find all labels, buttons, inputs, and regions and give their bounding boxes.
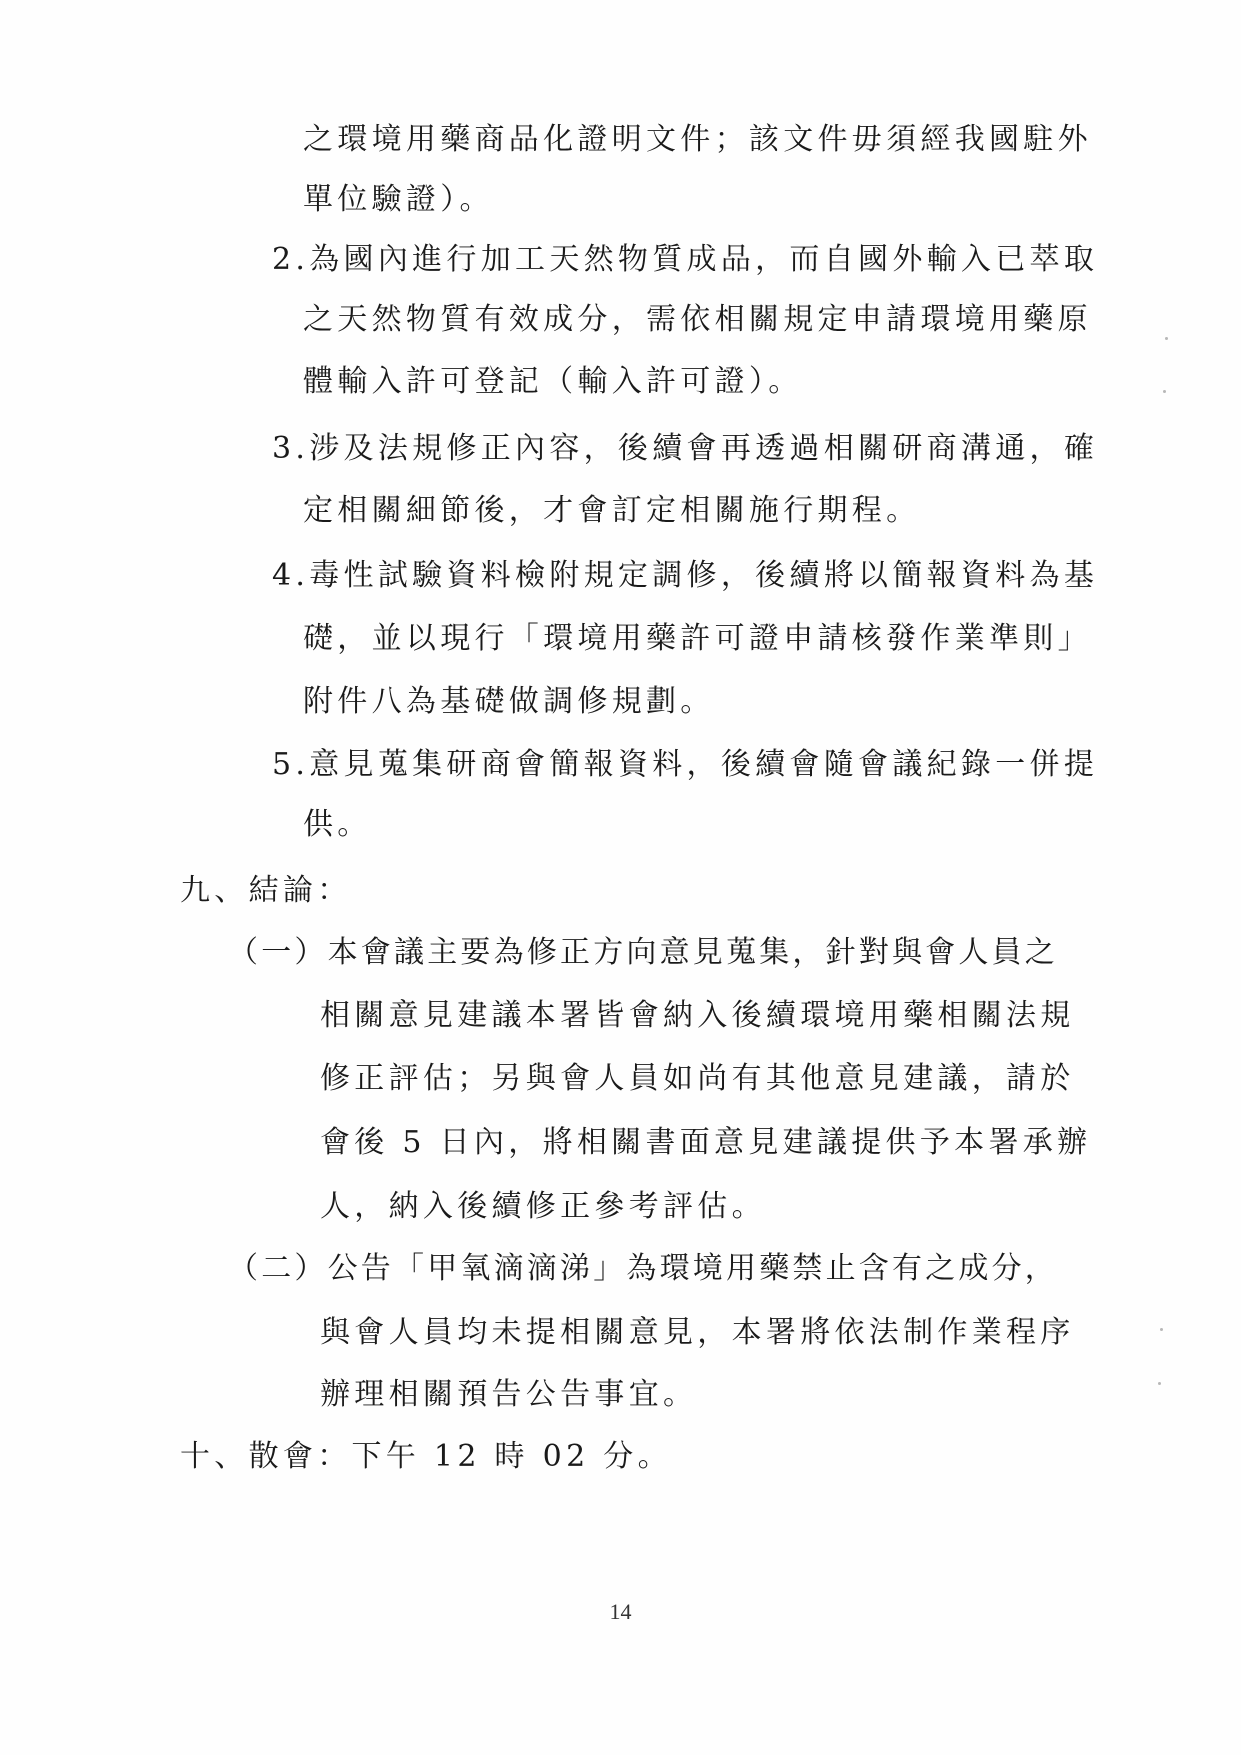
text-line: 單位驗證）。: [303, 182, 494, 217]
list-item-3: 3.涉及法規修正內容，後續會再透過相關研商溝通，確: [272, 431, 1099, 466]
text-line: 之天然物質有效成分，需依相關規定申請環境用藥原: [303, 302, 1092, 337]
page-number: 14: [609, 1599, 632, 1624]
scan-speck: [1163, 390, 1166, 393]
text-line: 相關意見建議本署皆會納入後續環境用藥相關法規: [320, 998, 1075, 1033]
text-line: 修正評估；另與會人員如尚有其他意見建議，請於: [320, 1061, 1075, 1096]
text-line: 供。: [303, 807, 372, 842]
text-line: 與會人員均未提相關意見，本署將依法制作業程序: [320, 1315, 1075, 1350]
text-line: 會後 5 日內，將相關書面意見建議提供予本署承辦: [320, 1125, 1092, 1160]
conclusion-item-1: （一）本會議主要為修正方向意見蒐集，針對與會人員之: [228, 935, 1058, 970]
list-item-4: 4.毒性試驗資料檢附規定調修，後續將以簡報資料為基: [272, 558, 1099, 593]
text-line: 定相關細節後，才會訂定相關施行期程。: [303, 493, 921, 528]
text-line: 附件八為基礎做調修規劃。: [303, 684, 715, 719]
section-heading-conclusion: 九、結論：: [180, 873, 352, 908]
text-line: 礎，並以現行「環境用藥許可證申請核發作業準則」: [303, 621, 1092, 656]
text-line: 之環境用藥商品化證明文件；該文件毋須經我國駐外: [303, 122, 1092, 157]
scan-speck: [1165, 337, 1168, 340]
scan-speck: [1160, 1328, 1163, 1331]
conclusion-item-2: （二）公告「甲氧滴滴涕」為環境用藥禁止含有之成分，: [228, 1251, 1058, 1286]
section-heading-adjourn: 十、散會：下午 12 時 02 分。: [180, 1439, 672, 1474]
text-line: 體輸入許可登記（輸入許可證）。: [303, 364, 803, 399]
scan-speck: [1158, 1382, 1161, 1385]
text-line: 人，納入後續修正參考評估。: [320, 1189, 766, 1224]
list-item-5: 5.意見蒐集研商會簡報資料，後續會隨會議紀錄一併提: [272, 747, 1099, 782]
list-item-2: 2.為國內進行加工天然物質成品，而自國外輸入已萃取: [272, 242, 1099, 277]
text-line: 辦理相關預告公告事宜。: [320, 1377, 698, 1412]
